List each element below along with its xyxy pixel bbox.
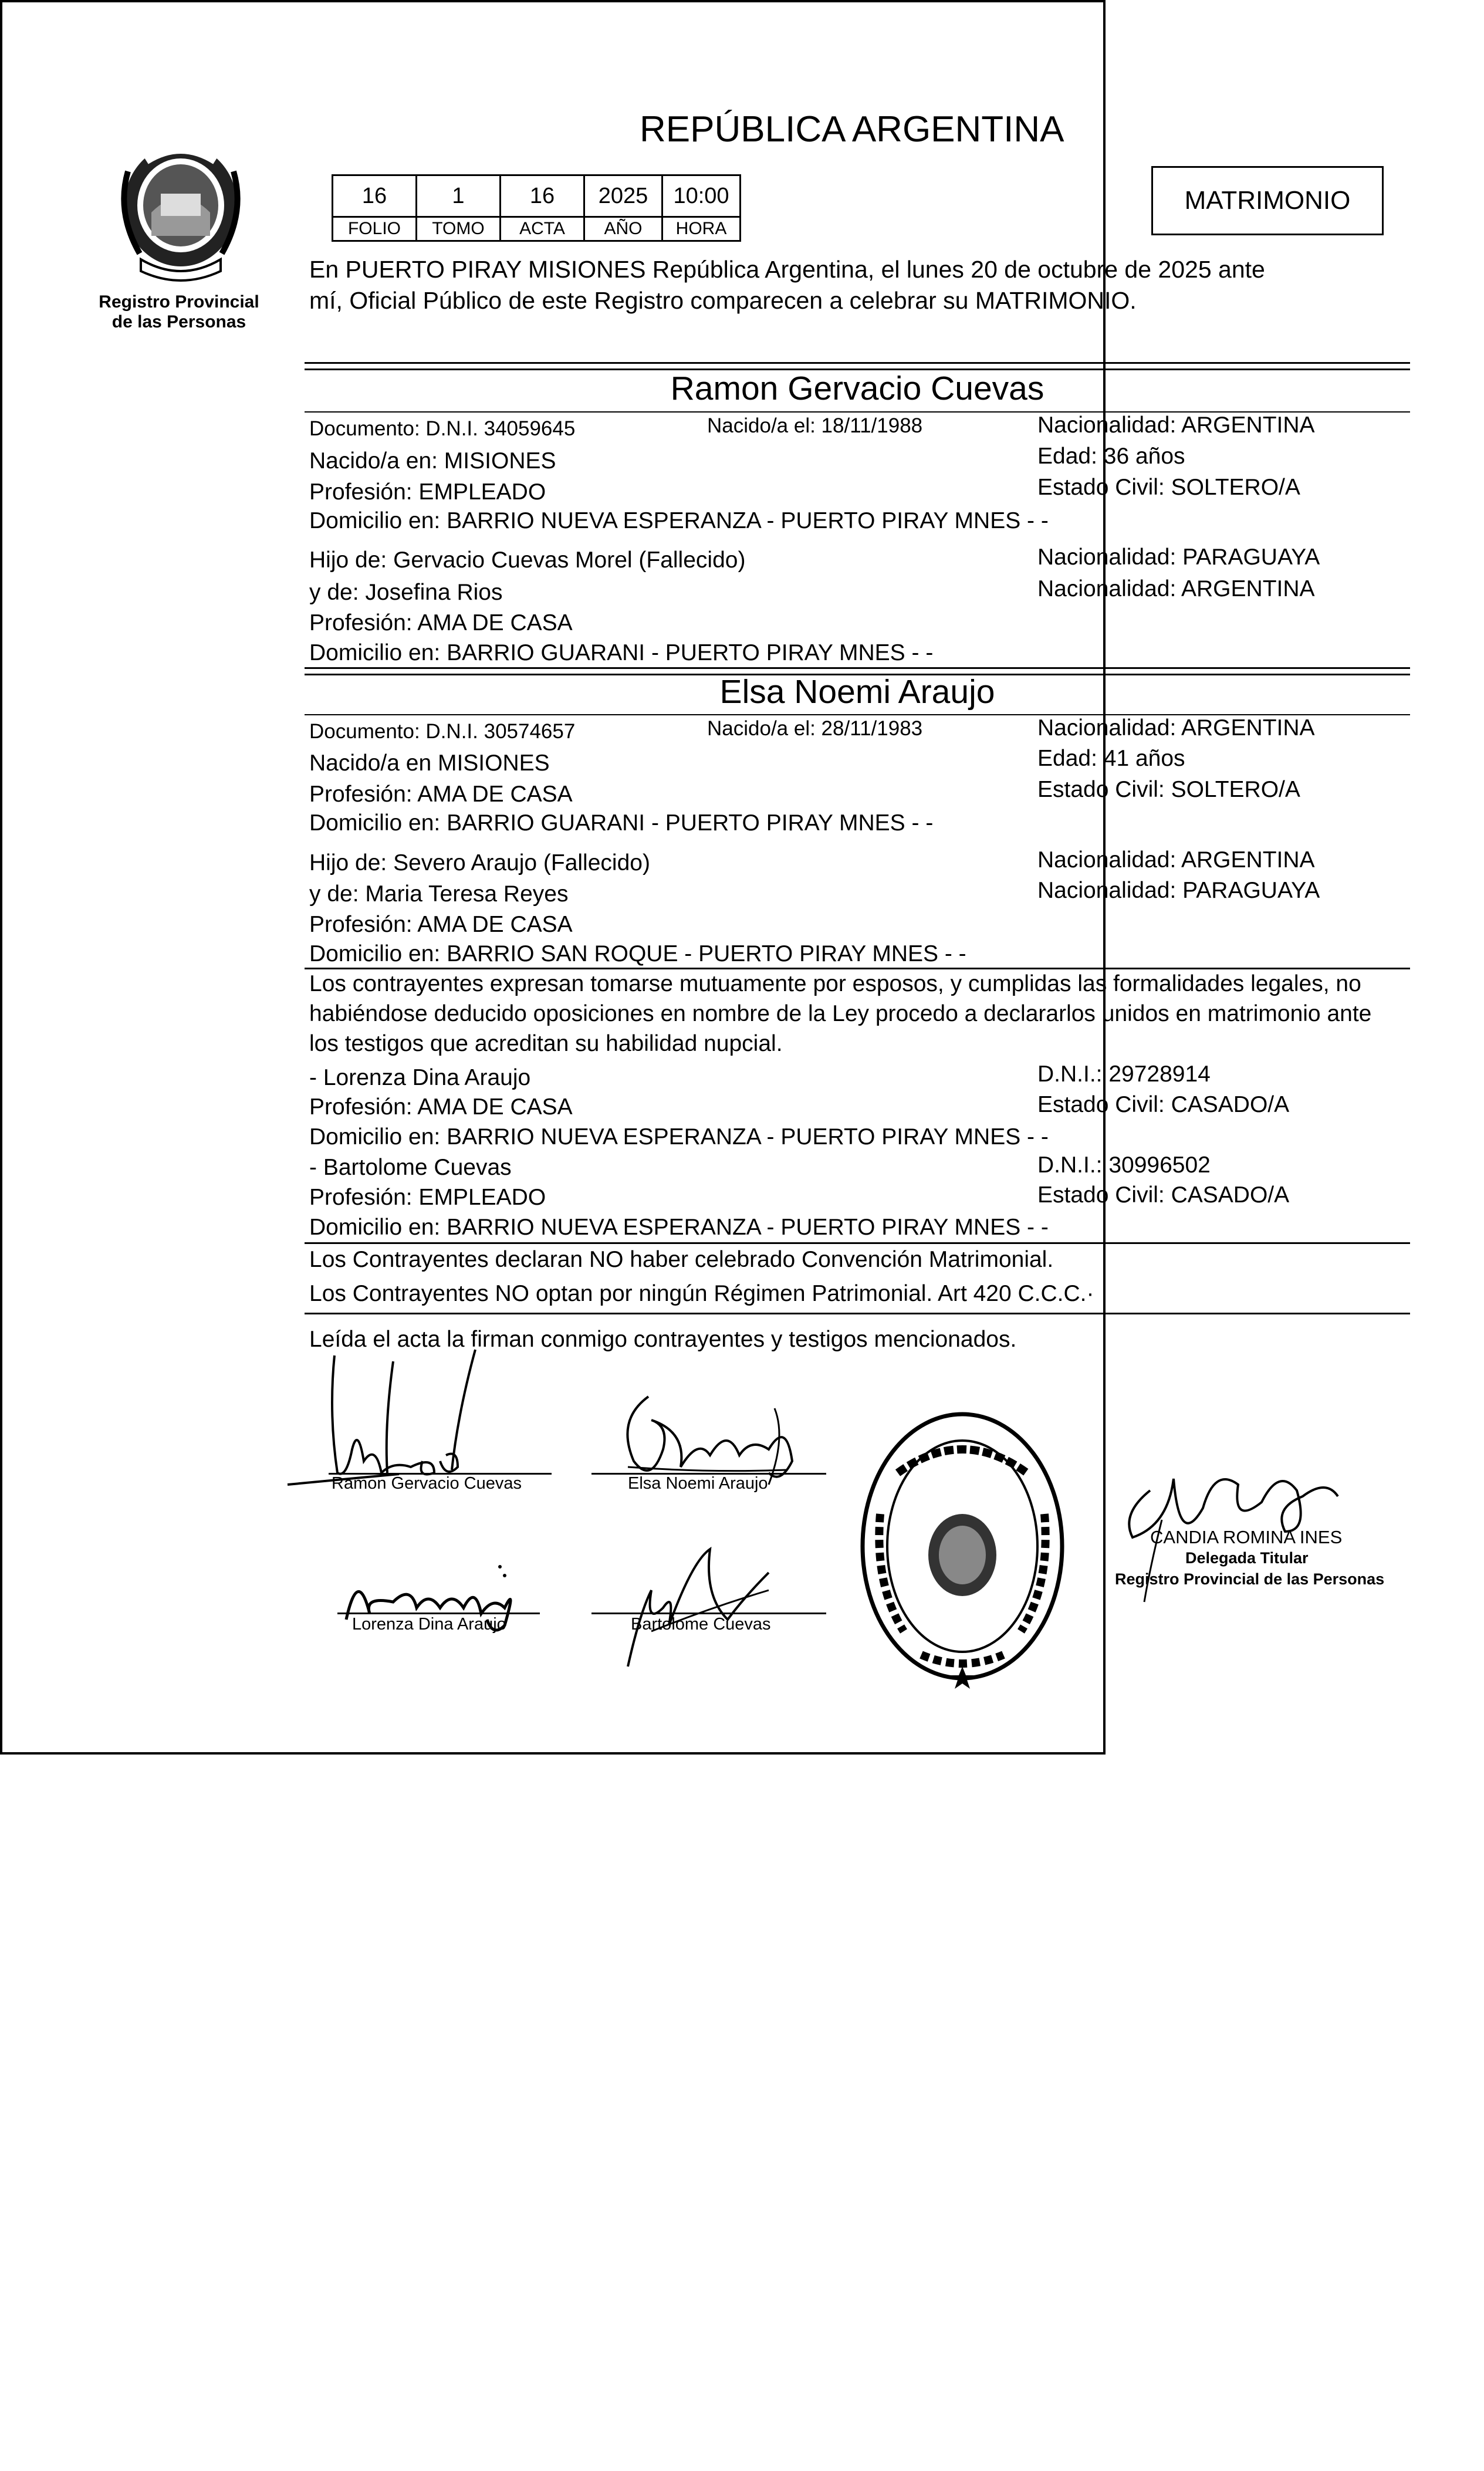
spouse1-padres-domicilio: Domicilio en: BARRIO GUARANI - PUERTO PIRAY MNES - - [309,640,934,665]
spouse1-padre: Hijo de: Gervacio Cuevas Morel (Fallecido) [309,547,746,573]
hora-label: HORA [662,217,741,241]
spouse1-edad: Edad: 36 años [1037,444,1185,469]
witness2-dni: D.N.I.: 30996502 [1037,1152,1211,1178]
signature-label-bartolome: Bartolome Cuevas [631,1615,771,1634]
divider [305,1313,1410,1314]
signatures-intro: Leída el acta la firman conmigo contrayentes y testigos mencionados. [309,1327,1017,1352]
spouse2-profesion: Profesión: AMA DE CASA [309,782,573,807]
spouse1-padre-nacionalidad: Nacionalidad: PARAGUAYA [1037,545,1320,570]
folio-label: FOLIO [333,217,417,241]
provincia-misiones-seal-icon [104,136,257,289]
divider [305,968,1410,969]
spouse2-domicilio: Domicilio en: BARRIO GUARANI - PUERTO PIRAY MNES - - [309,810,934,836]
signature-line [591,1613,826,1614]
signature-label-ramon: Ramon Gervacio Cuevas [332,1474,522,1493]
spouse1-madre-profesion: Profesión: AMA DE CASA [309,610,573,636]
divider [305,1242,1410,1244]
registry-stamp-icon [857,1408,1068,1684]
witness2-name: - Bartolome Cuevas [309,1155,512,1180]
signature-label-elsa: Elsa Noemi Araujo [628,1474,768,1493]
witness1-domicilio: Domicilio en: BARRIO NUEVA ESPERANZA - PUERTO PIRAY MNES - - [309,1124,1049,1150]
official-org: Registro Provincial de las Personas [1115,1570,1385,1588]
divider [305,362,1410,364]
page-title: REPÚBLICA ARGENTINA [640,109,1064,150]
spouse1-name: Ramon Gervacio Cuevas [670,370,1044,407]
witness2-profesion: Profesión: EMPLEADO [309,1185,546,1210]
spouse1-estado-civil: Estado Civil: SOLTERO/A [1037,475,1300,500]
spouse1-profesion: Profesión: EMPLEADO [309,479,546,505]
declaration-line1: Los contrayentes expresan tomarse mutuamente por esposos, y cumplidas las formalidades legales, no [309,971,1361,996]
declaration-line2: habiéndose deducido oposiciones en nombre de la Ley procedo a declararlos unidos en matrimonio ante [309,1001,1372,1026]
acta-value: 16 [501,175,584,217]
signature-elsa-icon [593,1385,839,1520]
spouse1-madre-nacionalidad: Nacionalidad: ARGENTINA [1037,576,1315,601]
intro-line2: mí, Oficial Público de este Registro comparecen a celebrar su MATRIMONIO. [309,287,1137,314]
spouse2-name: Elsa Noemi Araujo [719,673,995,711]
registry-name [88,292,270,332]
official-name: CANDIA ROMINA INES [1150,1527,1343,1547]
official-role: Delegada Titular [1185,1549,1309,1567]
folio-table [332,174,741,242]
registry-name-line1: Registro Provincial [99,292,259,312]
spouse2-madre: y de: Maria Teresa Reyes [309,881,569,907]
tomo-value: 1 [417,175,501,217]
spouse2-madre-nacionalidad: Nacionalidad: PARAGUAYA [1037,878,1320,903]
spouse2-padres-domicilio: Domicilio en: BARRIO SAN ROQUE - PUERTO PIRAY MNES - - [309,941,966,966]
spouse2-madre-profesion: Profesión: AMA DE CASA [309,912,573,937]
spouse2-padre-nacionalidad: Nacionalidad: ARGENTINA [1037,847,1315,873]
signature-line [337,1613,540,1614]
spouse1-madre: y de: Josefina Rios [309,580,503,605]
spouse2-nacido-en: Nacido/a en MISIONES [309,751,550,776]
spouse1-domicilio: Domicilio en: BARRIO NUEVA ESPERANZA - PUERTO PIRAY MNES - - [309,508,1049,533]
registry-name-line2: de las Personas [111,312,246,332]
divider [305,667,1410,669]
anio-label: AÑO [584,217,662,241]
witness1-dni: D.N.I.: 29728914 [1037,1062,1211,1087]
spouse1-nacido-en: Nacido/a en: MISIONES [309,448,556,474]
witness2-domicilio: Domicilio en: BARRIO NUEVA ESPERANZA - PUERTO PIRAY MNES - - [309,1215,1049,1240]
signature-bartolome-icon [593,1526,839,1678]
anio-value: 2025 [584,175,662,217]
spouse2-documento: Documento: D.N.I. 30574657 [309,720,576,743]
witness1-estado-civil: Estado Civil: CASADO/A [1037,1092,1290,1117]
tomo-label: TOMO [417,217,501,241]
spouse2-nacido-el: Nacido/a el: 28/11/1983 [707,717,923,740]
signature-label-lorenza: Lorenza Dina Araujo [352,1615,506,1634]
spouse1-nacido-el: Nacido/a el: 18/11/1988 [707,414,923,437]
convention-line1: Los Contrayentes declaran NO haber celebrado Convención Matrimonial. [309,1247,1054,1272]
hora-value: 10:00 [662,175,741,217]
witness1-name: - Lorenza Dina Araujo [309,1065,531,1090]
declaration-line3: los testigos que acreditan su habilidad nupcial. [309,1031,783,1056]
spouse2-padre: Hijo de: Severo Araujo (Fallecido) [309,850,650,876]
spouse2-edad: Edad: 41 años [1037,746,1185,771]
spouse1-documento: Documento: D.N.I. 34059645 [309,417,576,440]
intro-line1: En PUERTO PIRAY MISIONES República Argentina, el lunes 20 de octubre de 2025 ante [309,256,1265,283]
acta-label: ACTA [501,217,584,241]
folio-value: 16 [333,175,417,217]
witness2-estado-civil: Estado Civil: CASADO/A [1037,1182,1290,1208]
witness1-profesion: Profesión: AMA DE CASA [309,1094,573,1120]
record-type-box: MATRIMONIO [1151,166,1384,235]
convention-line2: Los Contrayentes NO optan por ningún Régimen Patrimonial. Art 420 C.C.C.· [309,1281,1094,1306]
spouse2-estado-civil: Estado Civil: SOLTERO/A [1037,777,1300,802]
spouse2-nacionalidad: Nacionalidad: ARGENTINA [1037,715,1315,741]
spouse1-nacionalidad: Nacionalidad: ARGENTINA [1037,413,1315,438]
